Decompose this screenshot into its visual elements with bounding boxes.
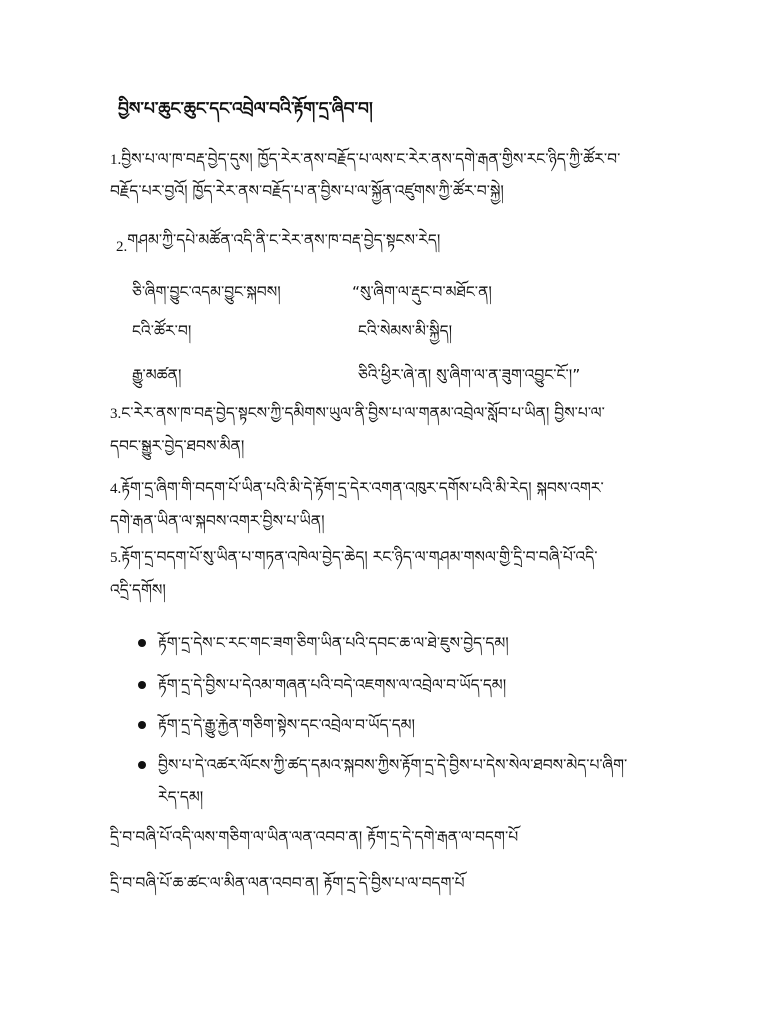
item-5-line-1: རྟོག་དྲ་བདག་པོ་སུ་ཡིན་པ་གཏན་འཁེལ་བྱེད་ཆེད། རང་ཉིད་ལ་གཤམ་གསལ་གྱི་དྲི་བ་བཞི་པོ་འདི་ <box>121 548 598 566</box>
bullet-4-line-2: རེད་དམ། <box>158 788 204 806</box>
example-right-2: ངའི་སེམས་མི་སྐྱིད། <box>358 322 453 340</box>
bullet-dot <box>138 721 146 729</box>
bullet-1: རྟོག་དྲ་དེས་ང་རང་གང་ཟག་ཅིག་ཡིན་པའི་དབང་ཆ་ལ་ཐེ་ཇུས་བྱེད་དམ། <box>158 634 509 652</box>
bullet-dot <box>138 639 146 647</box>
item-4-line-1: རྟོག་དྲ་ཞིག་གི་བདག་པོ་ཡིན་པའི་མི་དེ་རྟོག་དྲ་དེར་འགན་འཁུར་དགོས་པའི་མི་རེད། སྐབས་འགར་ <box>121 479 604 497</box>
item-1 <box>110 148 620 171</box>
example-right-1: “སུ་ཞིག་ལ་རྡུང་བ་མཐོང་ན། <box>352 283 492 301</box>
item-3-line-1: ང་རེར་ནས་ཁ་བརྡ་བྱེད་སྟངས་ཀྱི་དམིགས་ཡུལ་ནི་བྱིས་པ་ལ་གནམ་འབྲེལ་སློབ་པ་ཡིན། བྱིས་པ་ལ་ <box>121 404 605 422</box>
item-5-line-2: འདྲི་དགོས། <box>110 581 166 599</box>
closing-line-2: དྲི་བ་བཞི་པོ་ཆ་ཚང་ལ་མིན་ལན་འབབ་ན། རྟོག་དྲ་དེ་བྱིས་པ་ལ་བདག་པོ <box>110 874 465 892</box>
item-5 <box>110 546 598 569</box>
example-left-3: རྒྱུ་མཚན། <box>132 366 182 384</box>
item-number: 5. <box>110 550 122 566</box>
item-4-line-2: དགེ་རྒན་ཡིན་ལ་སྐབས་འགར་བྱིས་པ་ཡིན། <box>110 512 325 530</box>
item-number: 1. <box>110 152 122 168</box>
item-3 <box>110 402 605 425</box>
bullet-dot <box>138 681 146 689</box>
page-title: བྱིས་པ་ཆུང་ཆུང་དང་འབྲེལ་བའི་རྟོག་དྲ་ཞིབ་བ། <box>118 99 373 119</box>
item-2 <box>116 229 441 255</box>
example-right-3: ཅིའི་ཕྱིར་ཞེ་ན། སུ་ཞིག་ལ་ན་ཟུག་འབྱུང་ངོ་།” <box>358 366 581 384</box>
item-3-line-2: དབང་སྒྱུར་བྱེད་ཐབས་མིན། <box>110 437 245 455</box>
bullet-dot <box>138 761 146 769</box>
item-2-intro: གཤམ་ཀྱི་དཔེ་མཚོན་འདི་ནི་ང་རེར་ནས་ཁ་བརྡ་བྱེད་སྟངས་རེད། <box>127 231 441 249</box>
bullet-3: རྟོག་དྲ་དེ་རྒྱུ་རྐྱེན་གཅིག་སྟེས་དང་འབྲེལ་བ་ཡོད་དམ། <box>158 716 415 734</box>
bullet-4: བྱིས་པ་དེ་འཚར་ལོངས་ཀྱི་ཚད་དམའ་སྐབས་ཀྱིས་རྟོག་དྲ་དེ་བྱིས་པ་དེས་སེལ་ཐབས་མེད་པ་ཞིག་ <box>158 756 628 774</box>
example-left-1: ཅི་ཞིག་བྱུང་འདམ་བྱུང་སྐབས། <box>132 283 281 301</box>
item-1-line-1: བྱིས་པ་ལ་ཁ་བརྡ་བྱེད་དུས། ཁྱོད་རེར་ནས་བརྗོད་པ་ལས་ང་རེར་ནས་དགེ་རྒན་གྱིས་རང་ཉིད་ཀྱི་ཚོར་བ་ <box>121 150 621 168</box>
closing-line-1: དྲི་བ་བཞི་པོ་འདི་ལས་གཅིག་ལ་ཡིན་ལན་འབབ་ན། རྟོག་དྲ་དེ་དགེ་རྒན་ལ་བདག་པོ <box>110 828 519 846</box>
item-number: 2. <box>116 239 128 255</box>
item-4 <box>110 477 604 500</box>
item-number: 3. <box>110 406 122 422</box>
bullet-2: རྟོག་དྲ་དེ་བྱིས་པ་དེའམ་གཞན་པའི་བདེ་འཇགས་ལ་འབྲེལ་བ་ཡོད་དམ། <box>158 676 507 694</box>
example-left-2: ངའི་ཚོར་བ། <box>132 322 192 340</box>
item-1-line-2: བརྗོད་པར་བྱའོ། ཁྱོད་རེར་ནས་བརྗོད་པ་ན་བྱིས་པ་ལ་སྐྱོན་འཛུགས་ཀྱི་ཚོར་བ་སྐྱེ། <box>110 182 504 200</box>
item-number: 4. <box>110 481 122 497</box>
